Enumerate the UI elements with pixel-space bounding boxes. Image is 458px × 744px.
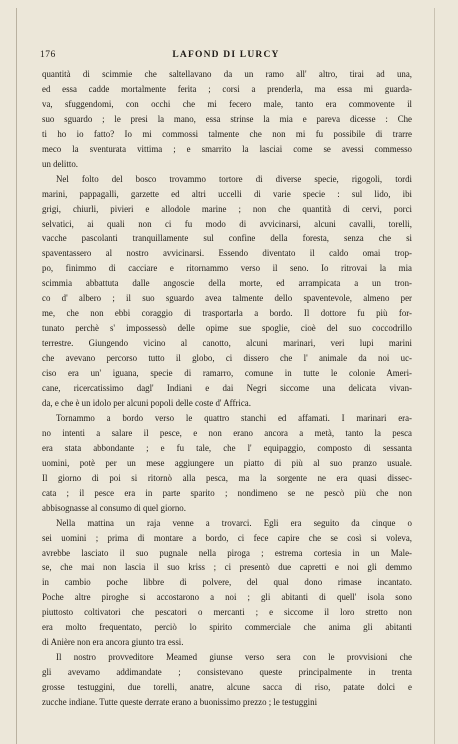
page-number: 176 xyxy=(40,50,56,60)
paragraph xyxy=(42,516,412,651)
text-line: Nel folto del bosco trovammo tortore di diverse specie, rigogoli, tordi xyxy=(56,173,412,184)
paragraph xyxy=(42,650,412,710)
text-line: era stata abbondante ; e fu tale, che l' equipaggio, composto di sessanta xyxy=(42,442,412,453)
text-line: ti ho io fatto? Io mi commossi talmente che non mi fu possibile di trarre xyxy=(42,128,412,139)
text-line: abbisognasse al consumo di quel giorno. xyxy=(42,502,186,513)
page-left-edge xyxy=(16,8,17,744)
text-line: ciso era un' iguana, specie di ramarro, comune in tutte le colonie Ameri- xyxy=(42,368,412,379)
text-line: Il giorno di poi si ritornò alla pesca, ma la sorgente ne era quasi dissec- xyxy=(42,472,412,483)
page-header xyxy=(40,50,412,64)
text-line: va, sfuggendomi, con occhi che mi fecero male, tanto era commovente il xyxy=(42,98,412,109)
text-line: spaventassero al nostro avvicinarsi. Essendo diventato il caldo omai trop- xyxy=(42,248,412,259)
text-line: piuttosto coltivatori che pescatori o mercanti ; e siccome il loro stretto non xyxy=(42,607,412,618)
text-line: cane, ricercatissimo dagl' Indiani e dai Negri siccome una delicata vivan- xyxy=(42,383,412,394)
text-line: me, che non ebbi coraggio di trasportarla a bordo. Il dottore fu più for- xyxy=(42,308,412,319)
paragraph xyxy=(42,411,412,516)
text-line: marini, pappagalli, garzette ed altri uccelli di varie specie : sul lido, ibi xyxy=(42,188,412,199)
text-line: Il nostro provveditore Meamed giunse verso sera con le provvisioni che xyxy=(56,652,412,663)
paragraph xyxy=(42,172,412,411)
text-line: quantità di scimmie che saltellavano da un ramo all' altro, tirai ad una, xyxy=(42,69,412,79)
text-line: scimmia abbattuta dalle angoscie della morte, ed arrampicata a un tron- xyxy=(42,278,412,289)
text-line: un delitto. xyxy=(42,158,78,169)
text-line: se, che mai non lascia il suo kriss ; ci presentò due capretti e noi gli demmo xyxy=(42,562,412,573)
text-line: co d' albero ; il suo sguardo avea talmente dello spaventevole, almeno per xyxy=(42,293,412,304)
text-line: grigi, chiurli, pivieri e allodole marine ; non che quantità di cervi, porci xyxy=(42,203,412,214)
text-line: in cambio poche libbre di polvere, del qual dono rimase incantato. xyxy=(42,577,412,588)
text-line: cata ; il pesce era in parte sparito ; nondimeno se ne pescò più che non xyxy=(42,487,412,498)
text-line: uomini, potè per un mese aggiungere un piatto di più al suo pranzo usuale. xyxy=(42,457,412,468)
text-line: che avevano percorso tutto il globo, ci dissero che l' animale da noi uc- xyxy=(42,353,412,364)
text-line: avrebbe lasciato il suo pugnale nella piroga ; estrema cortesia in un Male- xyxy=(42,547,412,558)
text-line: da, e che è un idolo per alcuni popoli delle coste d' Affrica. xyxy=(42,397,251,408)
text-line: vacche pascolanti tranquillamente sul confine della foresta, senza che si xyxy=(42,233,412,244)
text-line: tunato perchè s' impossessò delle opime sue spoglie, cioè del suo coccodrillo xyxy=(42,323,412,334)
text-line: meco la sventurata vittima ; e smarrito la lasciai come se avessi commesso xyxy=(42,143,412,154)
text-line: Tornammo a bordo verso le quattro stanchi ed affamati. I marinari era- xyxy=(56,412,412,423)
text-line: sei uomini ; prima di montare a bordo, ci fece capire che se così si voleva, xyxy=(42,532,412,543)
text-line: suo sguardo ; le presi la mano, essa strinse la mia e pareva dicesse : Che xyxy=(42,113,412,124)
text-line: no intenti a salare il pesce, e non erano ancora a metà, tanto la pesca xyxy=(42,427,412,438)
text-line: era molto frequentato, perciò lo spirito commerciale che anima gli abitanti xyxy=(42,622,412,633)
paragraph xyxy=(42,67,412,172)
text-line: gli avevamo addimandate ; consistevano queste principalmente in trenta xyxy=(42,667,412,678)
text-line: ed essa cadde mortalmente ferita ; corsi a prenderla, ma essa mi guarda- xyxy=(42,83,412,94)
text-line: po, finimmo di cacciare e ritornammo verso il seno. Io ritrovai la mia xyxy=(42,263,412,274)
text-line: grosse testuggini, due torelli, anatre, alcune sacca di riso, patate dolci e xyxy=(42,682,412,693)
running-head: LAFOND DI LURCY xyxy=(172,50,280,60)
text-line: Poche altre piroghe si accostarono a noi ; gli abitanti di quell' isola sono xyxy=(42,592,412,603)
text-line: zucche indiane. Tutte queste derrate erano a buonissimo prezzo ; le testuggini xyxy=(42,697,318,708)
text-line: di Anière non era ancora giunto tra essi. xyxy=(42,637,184,648)
text-line: selvatici, ai quali non ci fu modo di avvicinarsi, alcuni cavalli, torelli, xyxy=(42,218,412,229)
text-line: terrestre. Giungendo vicino al canotto, alcuni marinari, veri lupi marini xyxy=(42,338,412,349)
text-line: Nella mattina un raja venne a trovarci. Egli era seguito da cinque o xyxy=(56,517,412,528)
body-text xyxy=(42,67,412,710)
page-right-edge xyxy=(434,8,435,744)
